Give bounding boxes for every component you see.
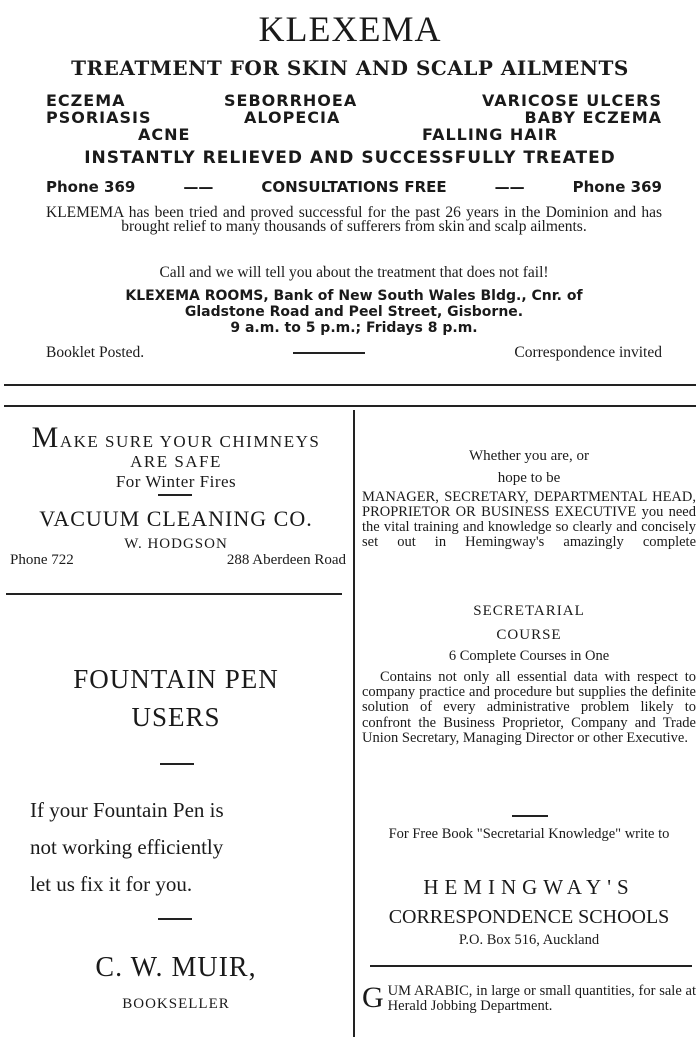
ailment-psoriasis: PSORIASIS	[46, 108, 152, 127]
muir-name: C. W. MUIR,	[95, 952, 257, 983]
fountain-pen-divider	[158, 918, 192, 920]
hemingway-intro-2: hope to be	[497, 470, 561, 486]
hemingway-body: Contains not only all essential data with respect to company practice and procedure but supplies the definite solution of every administrative problem likely to confront the Business Proprietor, Company and Trade Union Secretary, Managing Director or other Executive.	[362, 669, 696, 746]
right-column-rule	[370, 965, 692, 967]
chimney-proprietor: W. HODGSON	[124, 536, 228, 552]
chimney-line-3: For Winter Fires	[115, 472, 237, 491]
hemingway-divider	[512, 815, 548, 817]
chimney-contact-row	[10, 552, 346, 569]
footer-divider	[293, 352, 365, 354]
gum-text: UM ARABIC, in large or small quantities, for sale at Herald Jobbing Department.	[387, 983, 696, 1014]
klexema-subtitle: TREATMENT FOR SKIN AND SCALP AILMENTS	[71, 56, 629, 80]
hemingway-free-book: For Free Book "Secretarial Knowledge" write to	[388, 826, 670, 842]
ailment-seborrhoea: SEBORRHOEA	[224, 91, 358, 110]
hemingway-course: COURSE	[496, 627, 562, 643]
left-column-rule	[6, 593, 342, 595]
hemingway-secretarial: SECRETARIAL	[473, 603, 585, 619]
chimney-address: 288 Aberdeen Road	[226, 552, 346, 568]
ailment-falling-hair: FALLING HAIR	[422, 125, 558, 144]
chimney-line-1: AKE SURE YOUR CHIMNEYS	[59, 432, 321, 451]
phone-row	[46, 178, 662, 196]
consultations-free: CONSULTATIONS FREE	[261, 178, 447, 196]
fountain-pen-body-3: let us fix it for you.	[30, 872, 193, 896]
fountain-pen-title-2: USERS	[131, 702, 221, 732]
dash-right: ——	[494, 178, 525, 196]
rooms-line-1: KLEXEMA ROOMS, Bank of New South Wales Bldg., Cnr. of	[125, 288, 583, 304]
hemingway-intro	[362, 445, 696, 489]
fountain-pen-body-1: If your Fountain Pen is	[30, 798, 224, 822]
ailment-baby-eczema: BABY ECZEMA	[524, 108, 662, 127]
ailment-eczema: ECZEMA	[46, 91, 126, 110]
fountain-pen-title-1: FOUNTAIN PEN	[73, 664, 279, 694]
rooms-line-2: Gladstone Road and Peel Street, Gisborne.	[184, 304, 524, 320]
chimney-divider	[158, 494, 192, 496]
ailment-varicose-ulcers: VARICOSE ULCERS	[481, 91, 662, 110]
section-rule	[4, 384, 696, 386]
klexema-call-line: Call and we will tell you about the treatment that does not fail!	[159, 264, 549, 281]
booklet-posted: Booklet Posted.	[46, 344, 145, 361]
fountain-pen-body	[30, 792, 330, 903]
hemingway-name	[362, 872, 696, 932]
chimney-line-2: ARE SAFE	[130, 452, 222, 471]
chimney-drop-cap: M	[31, 421, 60, 454]
rooms-hours: 9 a.m. to 5 p.m.; Fridays 8 p.m.	[230, 320, 478, 336]
chimney-phone: Phone 722	[10, 552, 74, 568]
correspondence-invited: Correspondence invited	[514, 344, 662, 361]
hemingway-address: P.O. Box 516, Auckland	[458, 932, 600, 948]
column-divider	[353, 410, 355, 1037]
hemingway-six-courses: 6 Complete Courses in One	[448, 648, 610, 664]
hemingway-text: MANAGER, SECRETARY, DEPARTMENTAL HEAD, PROPRIETOR OR BUSINESS EXECUTIVE you need the vital training and knowledge so clearly and concisely set out in Hemingway's amazingly complete	[362, 489, 696, 550]
phone-left: Phone 369	[46, 178, 136, 196]
hemingway-name-2: CORRESPONDENCE SCHOOLS	[388, 906, 670, 928]
fountain-pen-title	[6, 660, 346, 736]
ailment-alopecia: ALOPECIA	[244, 108, 341, 127]
section-rule	[4, 405, 696, 407]
klexema-rooms	[46, 288, 662, 336]
chimney-heading	[6, 421, 346, 492]
klexema-body: KLEMEMA has been tried and proved successful for the past 26 years in the Dominion and has brought relief to many thousands of sufferers from skin and scalp ailments.	[46, 204, 662, 235]
ailment-acne: ACNE	[138, 125, 191, 144]
muir-trade: BOOKSELLER	[122, 996, 230, 1012]
hemingway-course-heading	[362, 599, 696, 647]
hemingway-intro-1: Whether you are, or	[469, 448, 589, 464]
fountain-pen-body-2: not working efficiently	[30, 835, 224, 859]
gum-arabic-notice	[362, 981, 696, 1014]
klexema-footer	[46, 344, 662, 362]
chimney-company: VACUUM CLEANING CO.	[39, 506, 313, 531]
klexema-title: KLEXEMA	[258, 9, 442, 49]
relief-line: INSTANTLY RELIEVED AND SUCCESSFULLY TREATED	[84, 148, 616, 168]
gum-drop-cap: G	[362, 981, 384, 1014]
fountain-pen-divider	[160, 763, 194, 765]
phone-right: Phone 369	[572, 178, 662, 196]
hemingway-name-1: HEMINGWAY'S	[423, 875, 635, 899]
dash-left: ——	[183, 178, 214, 196]
